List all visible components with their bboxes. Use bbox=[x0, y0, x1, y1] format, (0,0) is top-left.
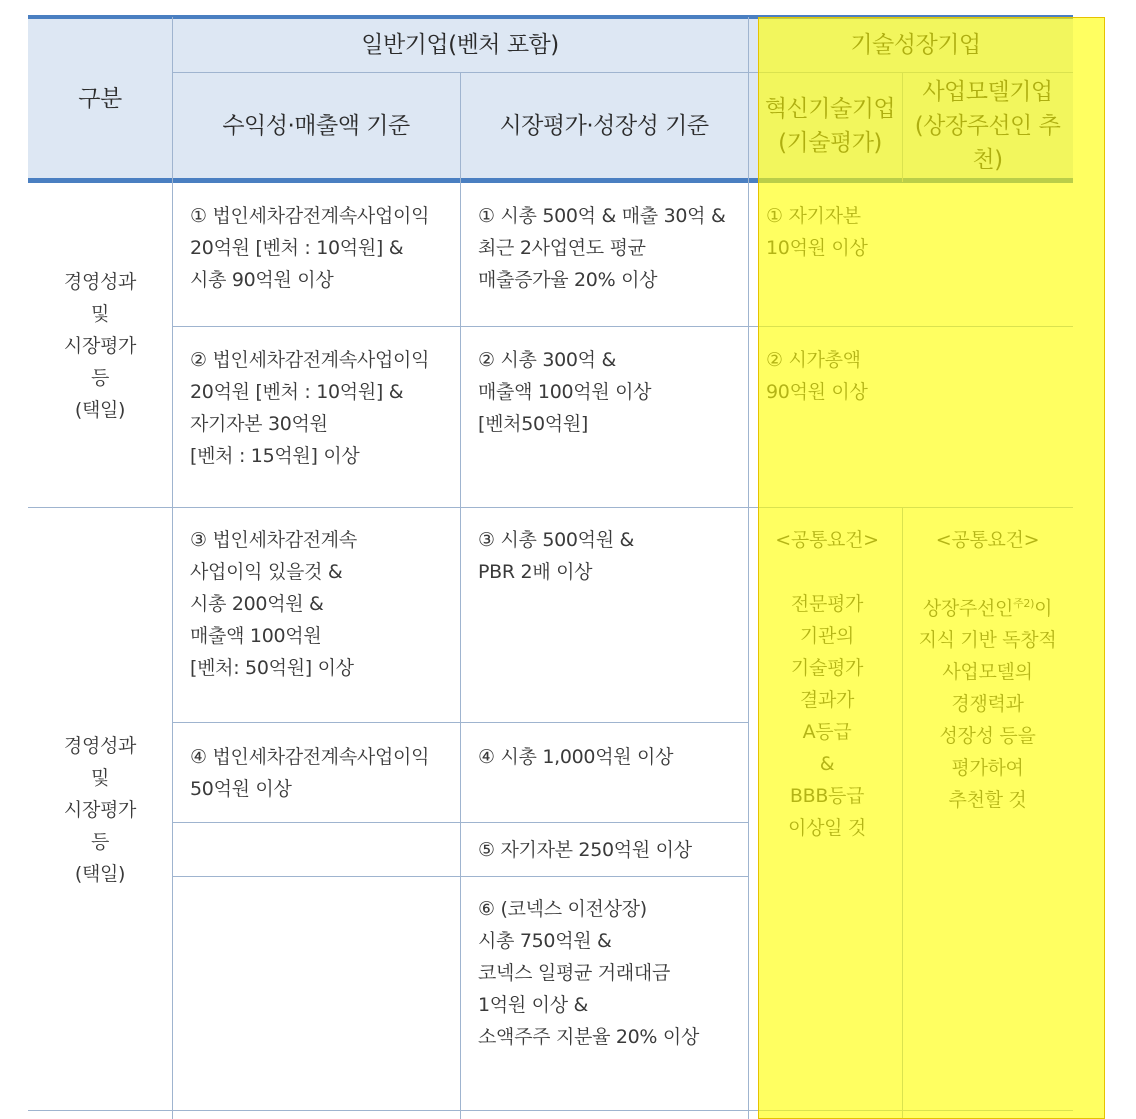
header-general: 일반기업(벤처 포함) bbox=[361, 31, 559, 58]
header-category: 구분 bbox=[78, 86, 122, 112]
market-criterion-6: ⑥ (코넥스 이전상장) 시총 750억원 & 코넥스 일평균 거래대금 1억원 이상 & 소액주주 지분율 20% 이상 bbox=[478, 898, 700, 1048]
grid-line bbox=[172, 876, 748, 877]
profit-criterion-4: ④ 법인세차감전계속사업이익 50억원 이상 bbox=[190, 746, 430, 800]
market-criterion-3: ③ 시총 500억원 & PBR 2배 이상 bbox=[478, 529, 635, 583]
header-profit: 수익성·매출액 기준 bbox=[222, 113, 410, 139]
market-criterion-4: ④ 시총 1,000억원 이상 bbox=[478, 746, 674, 768]
market-criterion-5: ⑤ 자기자본 250억원 이상 bbox=[478, 839, 692, 861]
profit-criterion-3: ③ 법인세차감전계속 사업이익 있을것 & 시총 200억원 & 매출액 100억원 [벤처: 50억원] 이상 bbox=[190, 529, 357, 679]
grid-line bbox=[460, 72, 461, 1119]
profit-criterion-2: ② 법인세차감전계속사업이익 20억원 [벤처 : 10억원] & 자기자본 30억원 [벤처 : 15억원] 이상 bbox=[190, 349, 430, 467]
header-market: 시장평가·성장성 기준 bbox=[499, 113, 709, 139]
highlight-box bbox=[758, 17, 1105, 1119]
market-criterion-2: ② 시총 300억 & 매출액 100억원 이상 [벤처50억원] bbox=[478, 349, 652, 435]
group-label-2: 경영성과 및 시장평가 등 (택일) bbox=[63, 735, 137, 885]
grid-line bbox=[748, 17, 749, 1119]
grid-line bbox=[172, 822, 748, 823]
profit-criterion-1: ① 법인세차감전계속사업이익 20억원 [벤처 : 10억원] & 시총 90억원 이상 bbox=[190, 205, 430, 291]
grid-line bbox=[172, 17, 173, 1119]
group-label-1: 경영성과 및 시장평가 등 (택일) bbox=[63, 271, 137, 421]
grid-line bbox=[172, 722, 748, 723]
market-criterion-1: ① 시총 500억 & 매출 30억 & 최근 2사업연도 평균 매출증가율 20% 이상 bbox=[478, 205, 726, 291]
